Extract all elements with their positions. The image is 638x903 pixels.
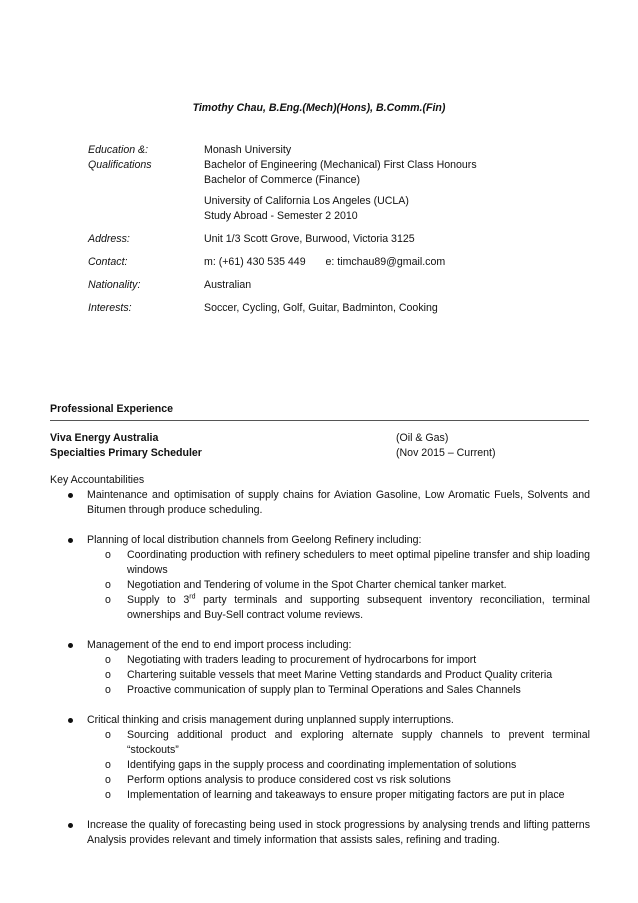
circle-bullet-icon: o <box>105 669 111 681</box>
list-item <box>50 638 590 698</box>
address-label: Address: <box>88 233 130 245</box>
education-line: University of California Los Angeles (UCLA) <box>204 195 409 207</box>
interests-value: Soccer, Cycling, Golf, Guitar, Badminton, Cooking <box>204 302 438 314</box>
list-item <box>50 818 590 848</box>
interests-label: Interests: <box>88 302 132 314</box>
education-line: Monash University <box>204 144 292 156</box>
bullet-icon <box>68 823 73 828</box>
contact-email[interactable]: e: timchau89@gmail.com <box>325 256 446 268</box>
personal-info <box>88 143 588 316</box>
sub-list-item <box>87 758 590 773</box>
sub-list-item <box>87 683 590 698</box>
company-industry: (Oil & Gas) <box>396 432 449 444</box>
contact-phone: m: (+61) 430 535 449 <box>204 256 306 268</box>
sub-list <box>87 653 590 698</box>
sub-item-text-part: Supply to 3 <box>127 594 190 606</box>
sub-item-text: Perform options analysis to produce considered cost vs risk solutions <box>127 774 451 786</box>
list-item <box>50 533 590 623</box>
sub-list-item <box>87 548 590 578</box>
section-divider <box>50 420 589 421</box>
nationality-label: Nationality: <box>88 279 141 291</box>
role-row <box>50 446 590 461</box>
bullet-text: Management of the end to end import process including: <box>87 639 352 651</box>
accountabilities-title: Key Accountabilities <box>50 474 145 486</box>
contact-row <box>88 255 588 270</box>
education-value <box>204 143 588 224</box>
sub-item-text: Negotiating with traders leading to procurement of hydrocarbons for import <box>127 654 477 666</box>
address-row <box>88 232 588 247</box>
sub-list-item <box>87 773 590 788</box>
bullet-text: Critical thinking and crisis management during unplanned supply interruptions. <box>87 714 454 726</box>
circle-bullet-icon: o <box>105 774 111 786</box>
bullet-icon <box>68 643 73 648</box>
contact-value <box>204 255 588 270</box>
accountabilities-list <box>50 488 590 848</box>
circle-bullet-icon: o <box>105 594 111 606</box>
sub-list-item <box>87 728 590 758</box>
education-label <box>88 143 204 224</box>
employer-block <box>50 431 590 461</box>
contact-label: Contact: <box>88 256 128 268</box>
bullet-icon <box>68 538 73 543</box>
ordinal-suffix: rd <box>189 593 196 601</box>
accountabilities <box>50 473 590 848</box>
education-row <box>88 143 588 224</box>
circle-bullet-icon: o <box>105 789 111 801</box>
sub-list-item <box>87 668 590 683</box>
role-title: Specialties Primary Scheduler <box>50 447 202 459</box>
education-line: Study Abroad - Semester 2 2010 <box>204 210 358 222</box>
circle-bullet-icon: o <box>105 579 111 591</box>
sub-item-text: Identifying gaps in the supply process and coordinating implementation of solutions <box>127 759 517 771</box>
nationality-row <box>88 278 588 293</box>
company-name: Viva Energy Australia <box>50 432 159 444</box>
sub-list-item <box>87 593 590 623</box>
sub-list-item <box>87 788 590 803</box>
candidate-name: Timothy Chau, B.Eng.(Mech)(Hons), B.Comm.(Fin) <box>192 102 446 114</box>
education-line: Bachelor of Commerce (Finance) <box>204 174 361 186</box>
sub-item-text: Sourcing additional product and exploring alternate supply channels to prevent terminal “stockouts” <box>127 729 590 756</box>
sub-item-text: Chartering suitable vessels that meet Marine Vetting standards and Product Quality criteria <box>127 669 553 681</box>
sub-item-text-part: party terminals and supporting subsequent inventory reconciliation, terminal ownerships and Buy-Sell contract volume reviews. <box>127 594 591 621</box>
sub-item-text: Implementation of learning and takeaways to ensure proper mitigating factors are put in place <box>127 789 565 801</box>
list-item <box>50 488 590 518</box>
education-label-line-1: Education &: <box>88 144 149 156</box>
sub-item-text: Coordinating production with refinery schedulers to meet optimal pipeline transfer and ship loading windows <box>127 549 590 576</box>
circle-bullet-icon: o <box>105 759 111 771</box>
circle-bullet-icon: o <box>105 654 111 666</box>
role-period: (Nov 2015 – Current) <box>396 447 496 459</box>
nationality-value: Australian <box>204 279 252 291</box>
sub-list <box>87 728 590 803</box>
sub-list <box>87 548 590 623</box>
bullet-icon <box>68 718 73 723</box>
bullet-text: Increase the quality of forecasting being used in stock progressions by analysing trends and lifting patterns Analysis provides relevant and timely information that assists sales, refining and trading. <box>87 819 590 846</box>
circle-bullet-icon: o <box>105 684 111 696</box>
sub-list-item <box>87 653 590 668</box>
education-label-line-2: Qualifications <box>88 159 152 171</box>
section-title: Professional Experience <box>50 403 174 415</box>
sub-item-text: Negotiation and Tendering of volume in the Spot Charter chemical tanker market. <box>127 579 507 591</box>
circle-bullet-icon: o <box>105 729 111 741</box>
sub-item-text: Proactive communication of supply plan to Terminal Operations and Sales Channels <box>127 684 521 696</box>
bullet-icon <box>68 493 73 498</box>
education-line: Bachelor of Engineering (Mechanical) First Class Honours <box>204 159 477 171</box>
interests-row <box>88 301 588 316</box>
bullet-text: Planning of local distribution channels from Geelong Refinery including: <box>87 534 422 546</box>
sub-list-item <box>87 578 590 593</box>
list-item <box>50 713 590 803</box>
address-value: Unit 1/3 Scott Grove, Burwood, Victoria 3125 <box>204 233 415 245</box>
sub-item-text <box>127 594 590 621</box>
bullet-text: Maintenance and optimisation of supply chains for Aviation Gasoline, Low Aromatic Fuels, Solvents and Bitumen through produce scheduling. <box>87 489 590 516</box>
company-row <box>50 431 590 446</box>
circle-bullet-icon: o <box>105 549 111 561</box>
